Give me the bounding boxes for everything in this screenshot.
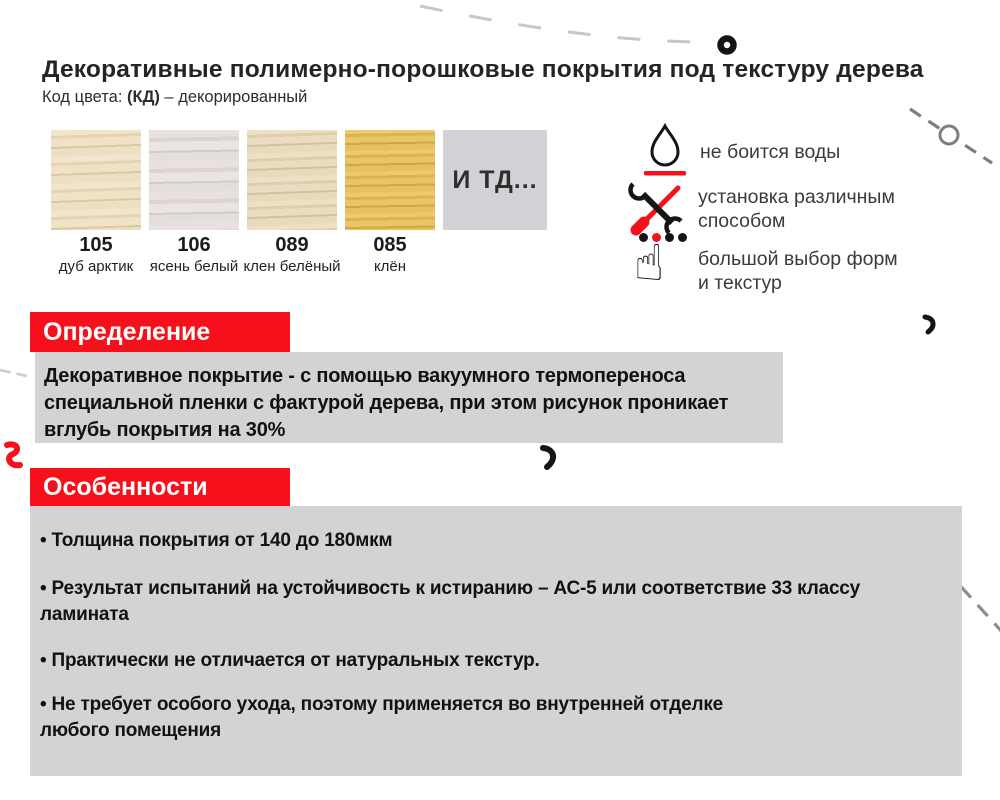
comma-decoration-small	[921, 314, 941, 336]
swatch-name: ясень белый	[149, 258, 239, 275]
comma-decoration-large	[538, 444, 562, 472]
water-drop-icon	[642, 122, 688, 178]
features-panel	[30, 506, 962, 776]
page-title: Декоративные полимерно-порошковые покрытия под текстуру дерева	[42, 56, 924, 83]
swatch-code: 106	[177, 234, 211, 256]
swatch-name: клён	[373, 258, 407, 275]
hand-point-icon: ☝	[634, 234, 665, 292]
feature-item-continued: любого помещения	[40, 720, 222, 741]
dot-icon	[665, 233, 674, 242]
swatch-code: 089	[275, 234, 309, 256]
feature-item: • Толщина покрытия от 140 до 180мкм	[40, 530, 393, 551]
tools-icon	[626, 180, 688, 238]
wood-swatch-106	[149, 130, 239, 230]
wood-swatch-085	[345, 130, 435, 230]
donut-decoration	[715, 33, 739, 57]
feature-item: • Не требует особого ухода, поэтому применяется во внутренней отделке	[40, 694, 724, 715]
subtitle-suffix: – декорированный	[159, 88, 308, 106]
wood-swatch-105	[51, 130, 141, 230]
swatch-label	[330, 234, 450, 275]
definition-panel	[35, 352, 783, 443]
feature-item: • Практически не отличается от натуральных текстур.	[40, 650, 540, 671]
swatch-code: 085	[373, 234, 407, 256]
subtitle-code: (КД)	[127, 88, 160, 106]
color-code-subtitle	[42, 88, 307, 107]
swatch-name: клен белёный	[243, 258, 341, 275]
dashed-line-decoration-top	[405, 0, 705, 52]
benefit-caption-install: установка различным способом	[698, 186, 895, 232]
definition-text-line: вглубь покрытия на 30%	[44, 419, 286, 441]
definition-heading-banner: Определение	[30, 312, 290, 352]
feature-item: • Результат испытаний на устойчивость к истиранию – АС-5 или соответствие 33 классу	[40, 578, 861, 599]
feature-item-continued: ламината	[40, 604, 129, 625]
swatch-name: дуб арктик	[58, 258, 134, 275]
dashed-ring-decoration	[902, 103, 998, 169]
swatch-code: 105	[79, 234, 113, 256]
more-swatches-box: И ТД...	[443, 130, 547, 230]
red-squiggle-decoration	[2, 440, 32, 474]
dot-icon	[678, 233, 687, 242]
definition-text-line: Декоративное покрытие - с помощью вакуумного термопереноса	[44, 365, 686, 387]
benefit-caption-water: не боится воды	[700, 141, 841, 163]
wood-swatch-089	[247, 130, 337, 230]
benefit-caption-choice: большой выбор форм и текстур	[698, 248, 898, 294]
dashed-line-decoration-left	[0, 362, 28, 384]
features-heading-banner: Особенности	[30, 468, 290, 506]
definition-text-line: специальной пленки с фактурой дерева, при этом рисунок проникает	[44, 392, 729, 414]
subtitle-prefix: Код цвета:	[42, 88, 128, 106]
